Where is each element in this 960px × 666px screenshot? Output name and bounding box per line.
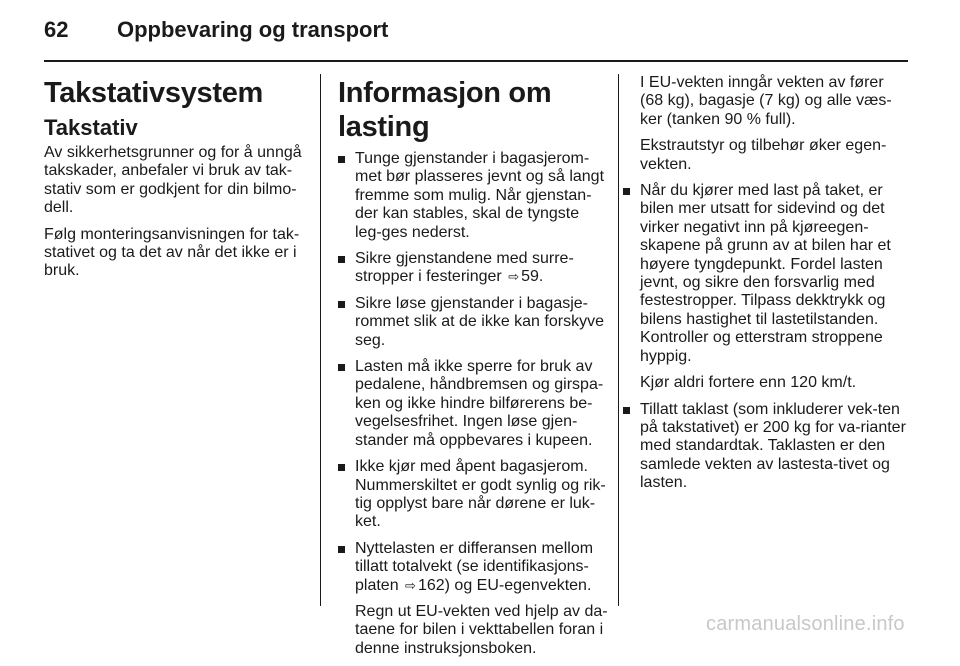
bullet-item: Ikke kjør med åpent bagasjerom. Nummerskiltet er godt synlig og rik-tig opplyst bare når dørene er luk-ket. <box>338 458 608 532</box>
bullet-square-icon <box>338 301 345 308</box>
paragraph: Følg monteringsanvisningen for tak-stativet og ta det av når det ikke er i bruk. <box>44 225 300 280</box>
bullet-subparagraph: Regn ut EU-vekten ved hjelp av da-taene for bilen i vekttabellen foran i denne instruksjonsboken. <box>355 602 608 657</box>
bullet-subparagraph: Ekstrautstyr og tilbehør øker egen-vekten. <box>640 137 887 173</box>
bullet-item: Når du kjører med last på taket, er bilen mer utsatt for sidevind og det virker negativt inn på kjøreegen-skapene på grunn av at bilen har et høyere tyngdepunkt. Fordel lasten jevnt, og sikre den forsvarlig med festestropper. Tilpass dekktrykk og bilens hastighet til lastetilstanden. Kontroller og etterstram stroppene hyppig. <box>623 182 909 366</box>
bullet-square-icon <box>338 156 345 163</box>
bullet-subparagraph: Kjør aldri fortere enn 120 km/t. <box>640 374 857 392</box>
bullet-item: Lasten må ikke sperre for bruk av pedalene, håndbremsen og girspa-ken og ikke hindre bilførerens be-vegelsesfrihet. Ingen løse gjen-stander må oppbevares i kupeen. <box>338 358 608 450</box>
bullet-square-icon <box>623 188 630 195</box>
column-2 <box>338 74 608 666</box>
page-header-title: Oppbevaring og transport <box>117 17 389 42</box>
page-reference-arrow-icon: ⇨ <box>405 577 416 593</box>
column-divider-right <box>618 74 619 606</box>
section-title-roof-rack-system: Takstativsystem <box>44 77 264 109</box>
bullet-item: Sikre gjenstandene med surre-stropper i festeringer ⇨ 59. <box>338 250 608 287</box>
page-reference-arrow-icon: ⇨ <box>508 269 520 285</box>
paragraph: Av sikkerhetsgrunner og for å unngå takskader, anbefaler vi bruk av tak-stativ som er godkjent for din bilmo-dell. <box>44 144 302 217</box>
column-3 <box>623 74 909 501</box>
subsection-title-roof-rack: Takstativ <box>44 115 138 140</box>
bullet-subparagraph: I EU-vekten inngår vekten av fører (68 kg), bagasje (7 kg) og alle væs-ker (tanken 90 % full). <box>640 74 892 128</box>
page-reference-link[interactable]: 162) og EU-egenvekten. <box>417 576 592 594</box>
bullet-item: Sikre løse gjenstander i bagasje-rommet slik at de ikke kan forskyve seg. <box>338 295 608 350</box>
watermark: carmanualsonline.info <box>706 613 905 635</box>
bullet-item: Nyttelasten er differansen mellom tillatt totalvekt (se identifikasjons-platen ⇨ 162) og EU-egenvekten. <box>338 540 608 595</box>
page-number: 62 <box>44 17 69 42</box>
section-title-loading-info: Informasjon om lasting <box>338 77 552 143</box>
bullet-square-icon <box>338 546 345 553</box>
column-divider-left <box>320 74 321 606</box>
bullet-item: Tunge gjenstander i bagasjerom-met bør plasseres jevnt og så langt fremme som mulig. Når gjenstan-der kan stables, skal de tyngste leg-ges nederst. <box>338 150 608 242</box>
bullet-item: Tillatt taklast (som inkluderer vek-ten på takstativet) er 200 kg for va-rianter med standardtak. Taklasten er den samlede vekten av lastesta-tivet og lasten. <box>623 401 909 493</box>
bullet-square-icon <box>623 407 630 414</box>
bullet-square-icon <box>338 364 345 371</box>
bullet-square-icon <box>338 256 345 263</box>
header-rule <box>44 60 908 62</box>
page-reference-link[interactable]: 59. <box>521 268 544 286</box>
bullet-square-icon <box>338 464 345 471</box>
column-1 <box>44 74 308 289</box>
